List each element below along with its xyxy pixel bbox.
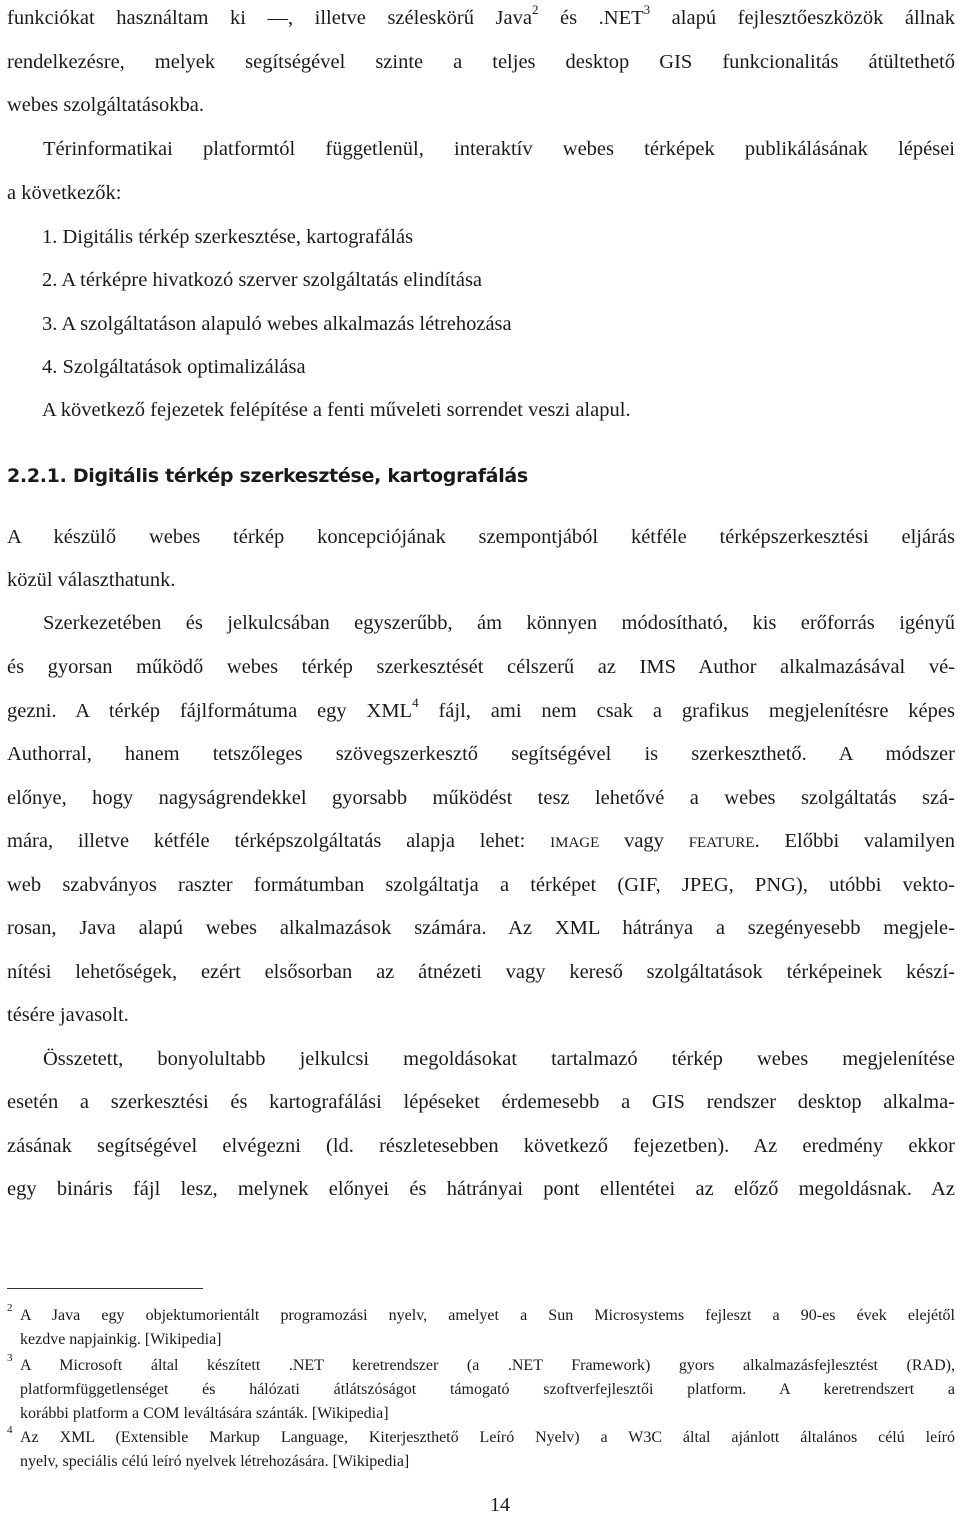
page-number: 14	[490, 1494, 510, 1516]
steps-intro-line-1: Térinformatikai platformtól függetlenül, interaktív webes térképek publikálásának lépései	[43, 138, 955, 160]
footnote-line: A Microsoft által készített .NET keretrendszer (a .NET Framework) gyors alkalmazásfejlesztést (RAD),	[20, 1357, 955, 1374]
para-b-line-5: előnye, hogy nagyságrendekkel gyorsabb működést tesz lehetővé a webes szolgáltatás szá-	[7, 787, 955, 809]
para-c-line-2: esetén a szerkesztési és kartografálási lépéseket érdemesebb a GIS rendszer desktop alkalma-	[7, 1091, 955, 1113]
para-c-line-4: egy bináris fájl lesz, melynek előnyei és hátrányai pont ellentétei az előző megoldásnak. Az	[7, 1178, 955, 1200]
para-b-line-4: Authorral, hanem tetszőleges szövegszerkesztő segítségével is szerkeszthető. A módszer	[7, 743, 955, 765]
para-c-line-1: Összetett, bonyolultabb jelkulcsi megoldásokat tartalmazó térkép webes megjelenítése	[43, 1048, 955, 1070]
footnote-line: nyelv, speciális célú leíró nyelvek létrehozására. [Wikipedia]	[20, 1453, 410, 1470]
list-item: 1. Digitális térkép szerkesztése, kartografálás	[42, 226, 414, 248]
footnote-line: platformfüggetlenséget és hálózati átlátszóságot támogató szoftverfejlesztői platform. A keretrendszert a	[20, 1381, 955, 1398]
feature-keyword: FEATURE	[688, 835, 755, 851]
para-b-line-9: nítési lehetőségek, ezért elsősorban az átnézeti vagy kereső szolgáltatások térképeinek készí-	[7, 961, 955, 983]
steps-intro-line-2: a következők:	[7, 182, 122, 204]
para-b-line-3: gezni. A térkép fájlformátuma egy XML$^4$ fájl, ami nem csak a grafikus megjelenítésre képes	[7, 695, 955, 722]
para-b-line-6: mára, illetve kétféle térképszolgáltatás alapja lehet: IMAGE vagy FEATURE. Előbbi valamilyen	[7, 830, 955, 852]
footnote-mark: 4	[7, 1424, 13, 1436]
footnote-ref-4[interactable]: 4	[412, 695, 419, 711]
footnote-mark: 2	[7, 1302, 13, 1314]
footnote-line: A Java egy objektumorientált programozási nyelv, amelyet a Sun Microsystems fejleszt a 90-es évek elejétől	[20, 1307, 955, 1324]
para-a-line-1: A készülő webes térkép koncepciójának szempontjából kétféle térképszerkesztési eljárás	[7, 526, 955, 548]
steps-after-line: A következő fejezetek felépítése a fenti műveleti sorrendet veszi alapul.	[42, 399, 631, 421]
list-item: 2. A térképre hivatkozó szerver szolgáltatás elindítása	[42, 269, 483, 291]
para-b-line-8: rosan, Java alapú webes alkalmazások számára. Az XML hátránya a szegényesebb megjele-	[7, 917, 955, 939]
para-b-line-10: tésére javasolt.	[7, 1004, 129, 1026]
para-b-line-7: web szabványos raszter formátumban szolgáltatja a térképet (GIF, JPEG, PNG), utóbbi vekto-	[7, 874, 955, 896]
footnote-ref-2[interactable]: 2	[531, 2, 539, 18]
para-c-line-3: zásának segítségével elvégezni (ld. részletesebben következő fejezetben). Az eredmény ekkor	[7, 1135, 955, 1157]
footnote-line: Az XML (Extensible Markup Language, Kiterjeszthető Leíró Nyelv) a W3C által ajánlott általános célú leíró	[20, 1429, 955, 1446]
footnote-line: kezdve napjainkig. [Wikipedia]	[20, 1331, 222, 1348]
para-a-line-2: közül választhatunk.	[7, 569, 176, 591]
list-item: 4. Szolgáltatások optimalizálása	[42, 356, 306, 378]
intro-line-1: funkciókat használtam ki ―, illetve széleskörű Java$^2$ és .NET$^3$ alapú fejlesztőeszközök állnak	[7, 2, 955, 29]
para-b-line-1: Szerkezetében és jelkulcsában egyszerűbb, ám könnyen módosítható, kis erőforrás igényű	[43, 612, 955, 634]
footnote-separator	[7, 1288, 203, 1289]
footnote-mark: 3	[7, 1352, 13, 1364]
image-keyword: IMAGE	[550, 835, 600, 851]
footnote-line: korábbi platform a COM leváltására szánták. [Wikipedia]	[20, 1405, 389, 1422]
list-item: 3. A szolgáltatáson alapuló webes alkalmazás létrehozása	[42, 313, 512, 335]
footnote-ref-3[interactable]: 3	[643, 2, 651, 18]
intro-line-2: rendelkezésre, melyek segítségével szinte a teljes desktop GIS funkcionalitás átültethető	[7, 51, 955, 73]
para-b-line-2: és gyorsan működő webes térkép szerkesztését célszerű az IMS Author alkalmazásával vé-	[7, 656, 955, 678]
intro-line-3: webes szolgáltatásokba.	[7, 94, 204, 116]
section-heading: 2.2.1. Digitális térkép szerkesztése, kartografálás	[7, 465, 528, 487]
